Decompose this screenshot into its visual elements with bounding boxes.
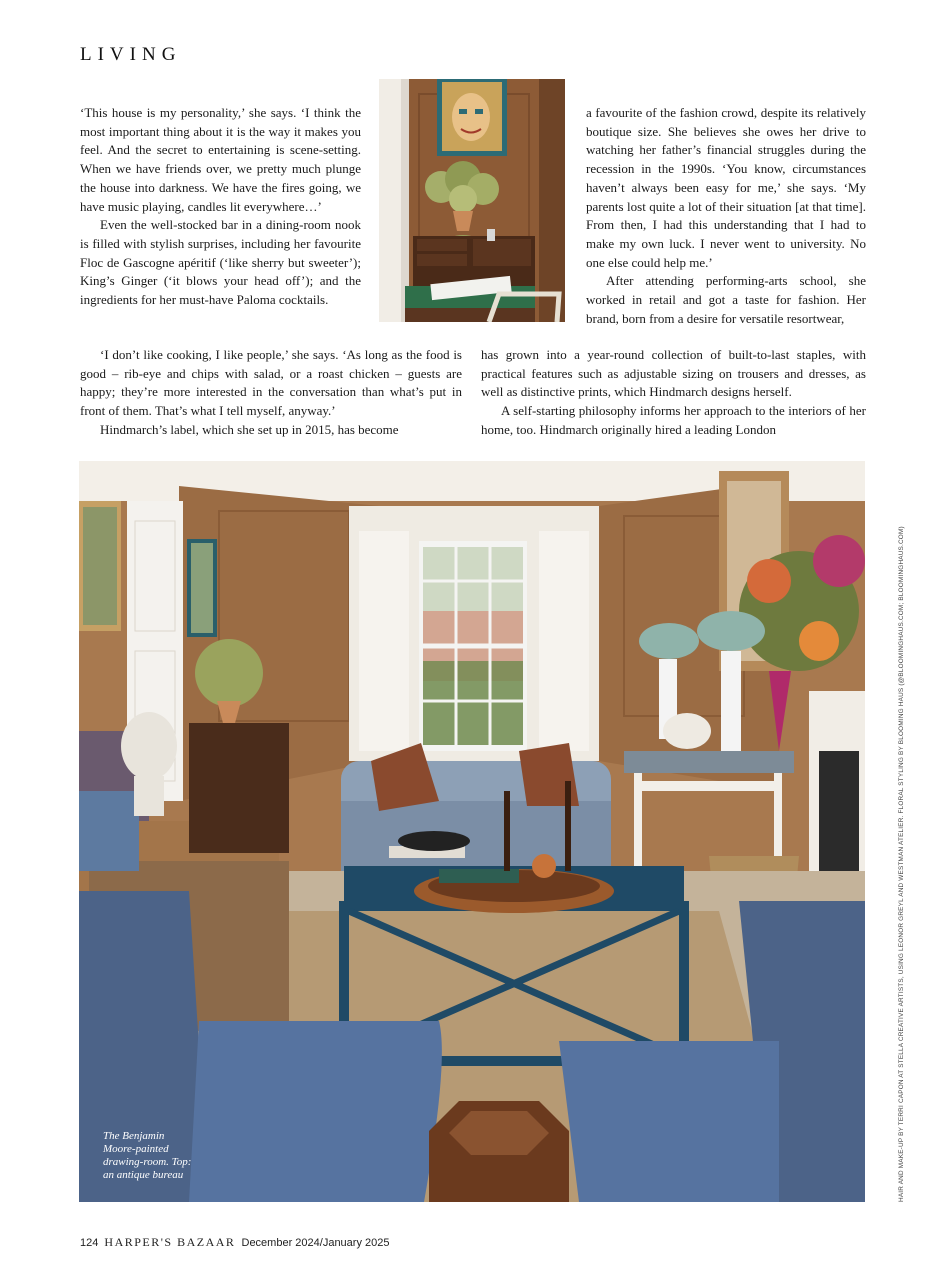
- photo-credit: HAIR AND MAKE-UP BY TERRI CAPON AT STELLA CREATIVE ARTISTS, USING LEONOR GREYL AND WESTMAN ATELIER. FLORAL STYLING BY BLOOMING HAUS (@BLOOMINGHAUS.COM; BLOOMINGHAUS.COM): [898, 526, 905, 1202]
- bureau-photo: [379, 79, 565, 322]
- article-column-left-wide: [80, 346, 462, 440]
- page-number: 124: [80, 1237, 99, 1249]
- paragraph: has grown into a year-round collection of built-to-last staples, with practical features such as adjustable sizing on trousers and dresses, as well as distinctive prints, which Hindmarch designs herself.: [481, 347, 866, 400]
- drawing-room-photo: [79, 461, 865, 1202]
- paragraph: a favourite of the fashion crowd, despite its relatively boutique size. She believes she owes her drive to watching her father’s financial struggles during the recession in the 1990s. ‘You know, circumstances haven’t always been easy for me,’ she says. ‘My parents lost quite a lot of their situation [at that time]. From then, I had this understanding that I had to make my own luck. I never went to university. No one else could help me.’: [586, 105, 866, 270]
- article-column-left: [80, 104, 361, 310]
- paragraph: Even the well-stocked bar in a dining-room nook is filled with stylish surprises, including her favourite Floc de Gascogne apéritif (‘like sherry but sweeter’); King’s Ginger (‘it blows your head off’); and the ingredients for her must-have Paloma cocktails.: [80, 217, 361, 308]
- article-column-right-wide: [481, 346, 866, 440]
- paragraph: A self-starting philosophy informs her approach to the interiors of her home, too. Hindmarch originally hired a leading London: [481, 403, 866, 437]
- page-footer: [80, 1235, 389, 1250]
- section-label: LIVING: [80, 44, 182, 65]
- paragraph: ‘This house is my personality,’ she says. ‘I think the most important thing about it is the way it makes you feel. And the secret to entertaining is scene-setting. When we have friends over, we pretty much plunge the house into darkness. We have the fires going, we have music playing, candles lit everywhere…’: [80, 105, 361, 214]
- paragraph: Hindmarch’s label, which she set up in 2015, has become: [100, 421, 399, 437]
- article-column-right: [586, 104, 866, 328]
- paragraph: After attending performing-arts school, she worked in retail and got a taste for fashion. Her brand, born from a desire for versatile resortwear,: [586, 273, 866, 326]
- issue-date: December 2024/January 2025: [241, 1237, 390, 1249]
- photo-caption: The Benjamin Moore-painted drawing-room. Top: an antique bureau: [103, 1130, 192, 1181]
- paragraph: ‘I don’t like cooking, I like people,’ she says. ‘As long as the food is good – rib-eye and chips with salad, or a roast chicken – guests are happy; they’re more interested in the conversation than what’s put in front of them. That’s what I tell myself, anyway.’: [80, 347, 462, 419]
- magazine-name: HARPER'S BAZAAR: [104, 1235, 236, 1249]
